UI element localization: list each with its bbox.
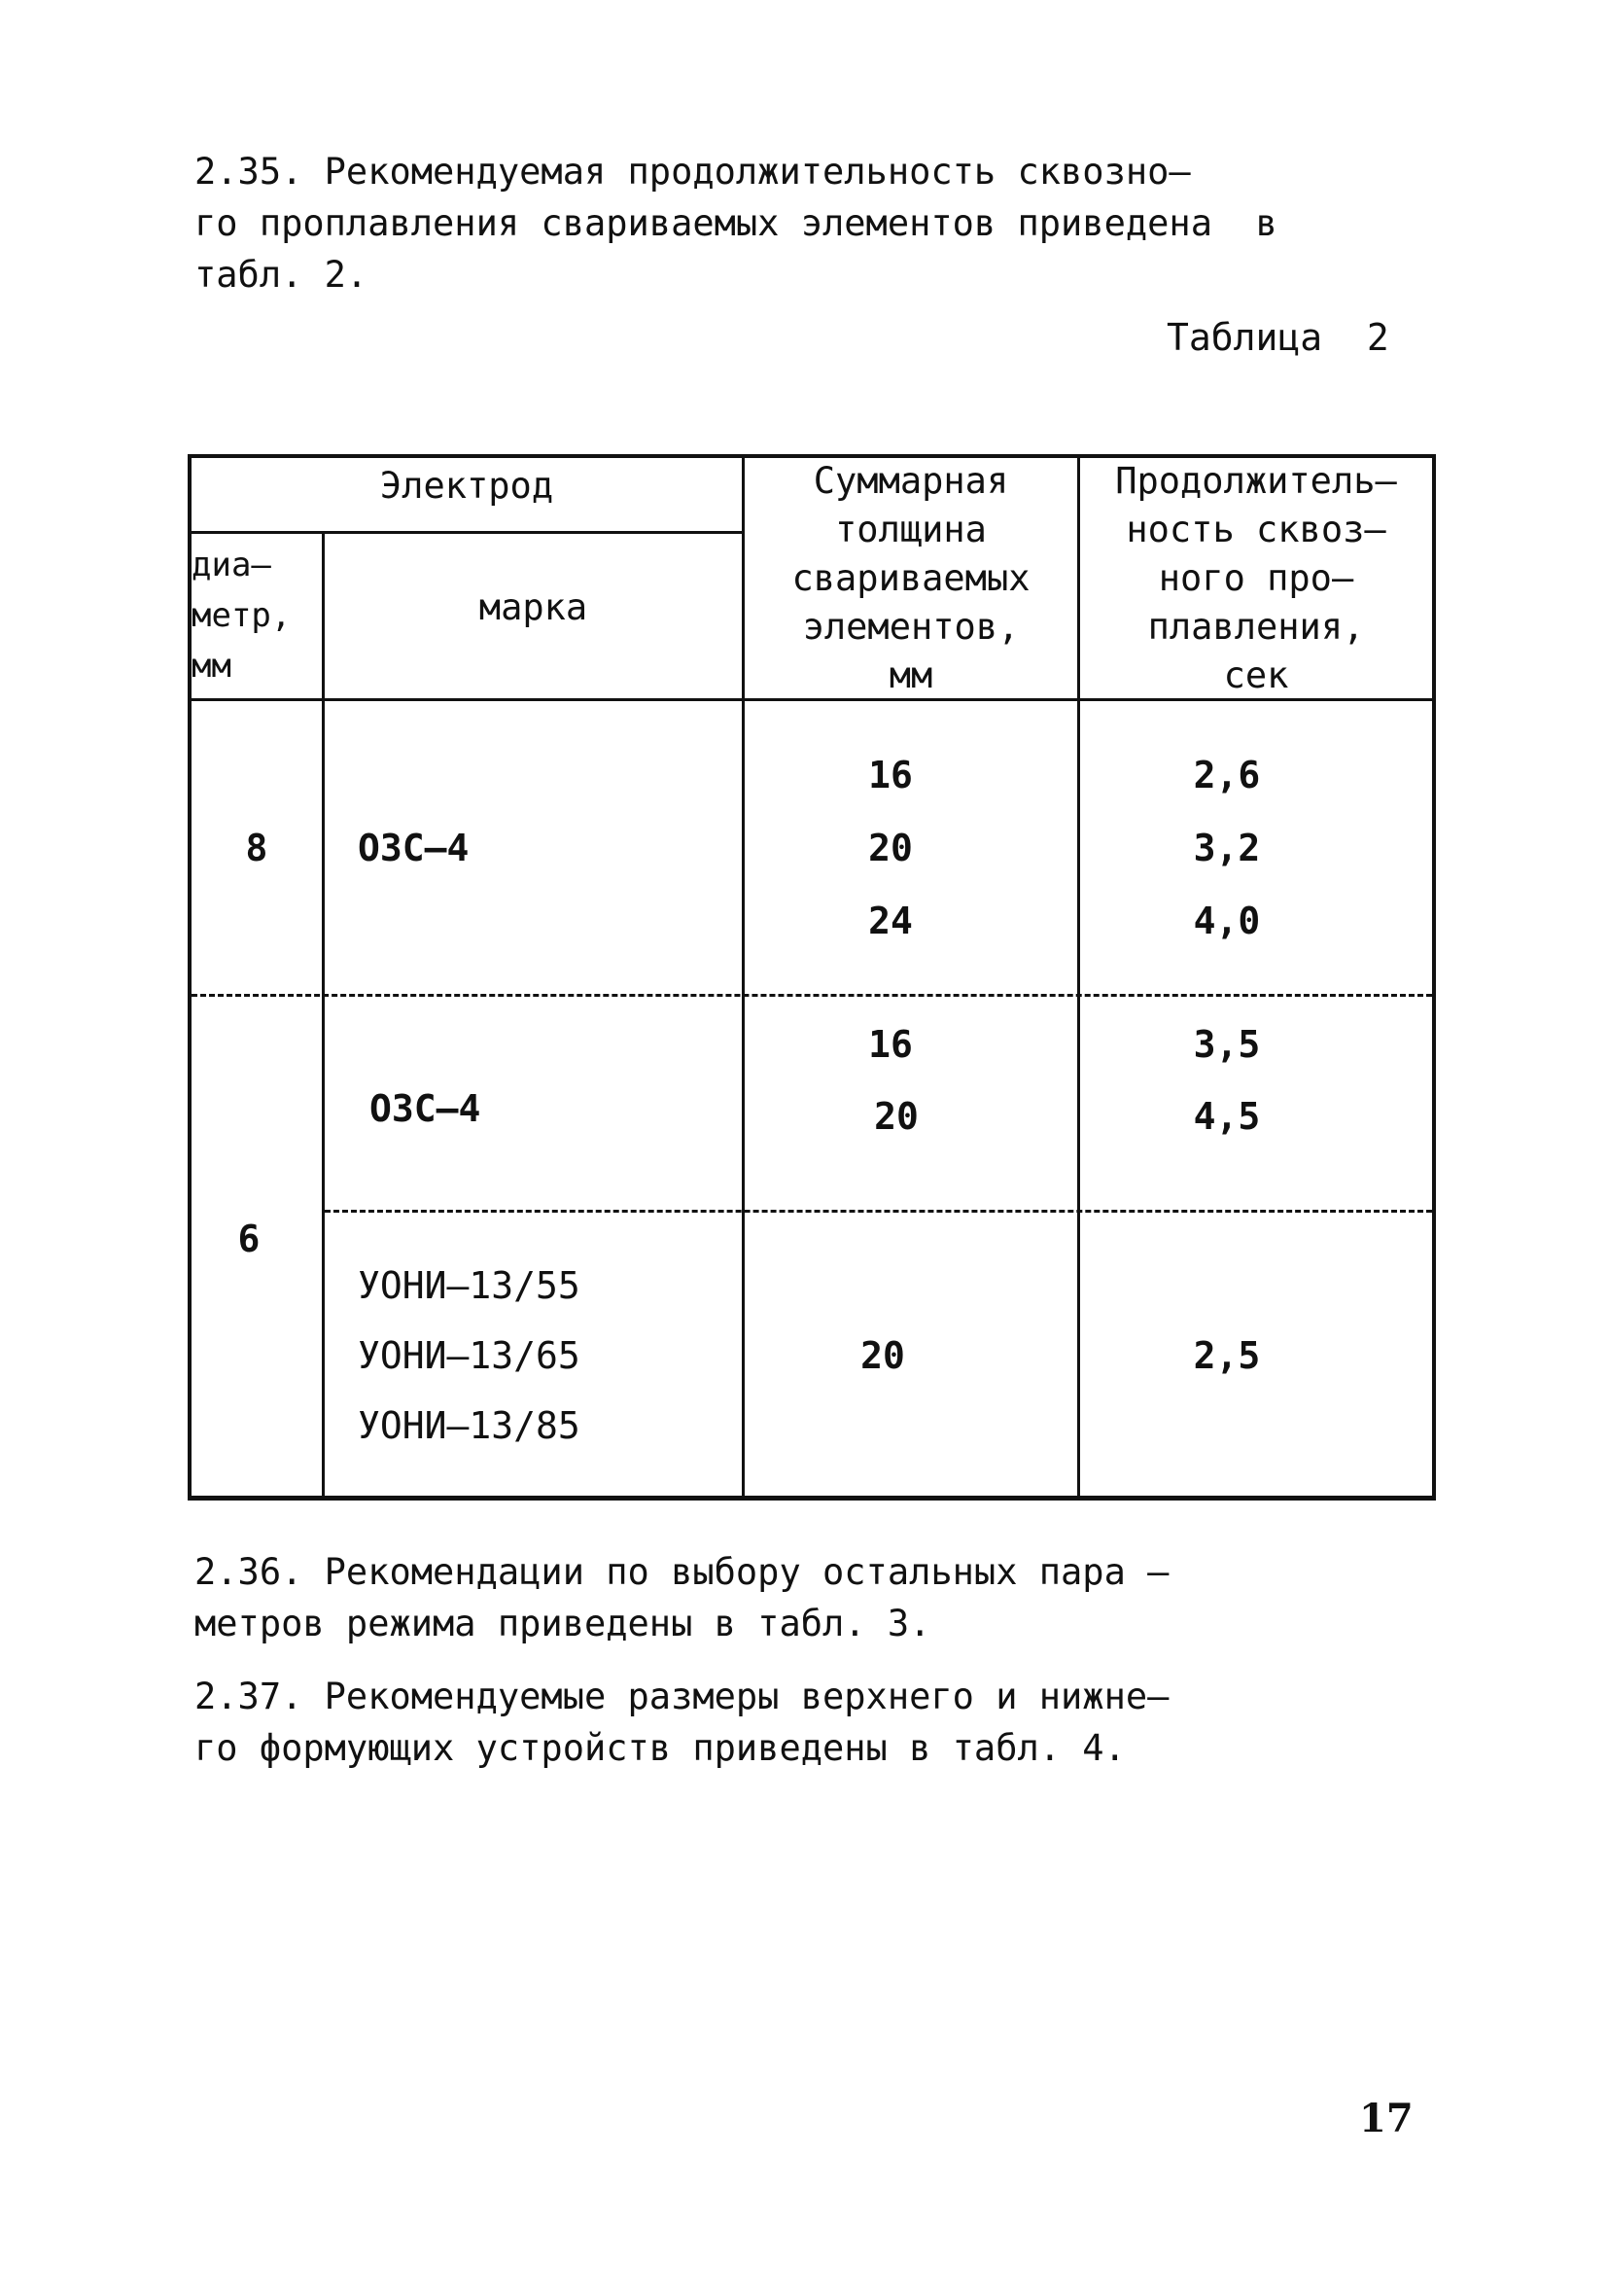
header-thickness: Суммарная толщина свариваемых элементов, мм [791, 460, 1031, 696]
paragraph-2-37: 2.37. Рекомендуемые размеры верхнего и нижне– го формующих устройств приведены в табл. 4. [194, 1676, 1170, 1769]
diameter-cell: 8 [245, 827, 268, 869]
mark-cell: ОЗС–4 [369, 1087, 481, 1130]
duration-cell: 2,6 [1193, 754, 1261, 796]
header-diameter: диа– метр, мм [192, 546, 292, 686]
table-caption: Таблица 2 [1167, 316, 1389, 359]
thickness-cell: 16 [868, 754, 913, 796]
paragraph-2-36: 2.36. Рекомендации по выбору остальных пара – метров режима приведены в табл. 3. [194, 1551, 1170, 1644]
page-number: 17 [1359, 2096, 1414, 2141]
thickness-cell: 24 [868, 900, 913, 942]
mark-cell: ОЗС–4 [358, 827, 470, 869]
mark-cell: УОНИ–13/65 [358, 1334, 580, 1377]
diameter-cell: 6 [237, 1218, 261, 1260]
paragraph-2-35: 2.35. Рекомендуемая продолжительность сквозно– го проплавления свариваемых элементов приведена в табл. 2. [194, 151, 1277, 296]
duration-cell: 3,5 [1193, 1023, 1261, 1066]
thickness-cell: 20 [860, 1334, 905, 1377]
duration-cell: 4,5 [1193, 1095, 1261, 1138]
thickness-cell: 16 [868, 1023, 913, 1066]
header-duration: Продолжитель– ность сквоз– ного про– плавления, сек [1115, 460, 1397, 696]
mark-cell: УОНИ–13/55 [358, 1264, 580, 1307]
duration-cell: 3,2 [1193, 827, 1261, 869]
header-mark: марка [478, 586, 588, 628]
mark-cell: УОНИ–13/85 [358, 1404, 580, 1447]
thickness-cell: 20 [868, 827, 913, 869]
duration-cell: 2,5 [1193, 1334, 1261, 1377]
header-electrode: Электрод [379, 465, 554, 507]
duration-cell: 4,0 [1193, 900, 1261, 942]
thickness-cell: 20 [874, 1095, 919, 1138]
